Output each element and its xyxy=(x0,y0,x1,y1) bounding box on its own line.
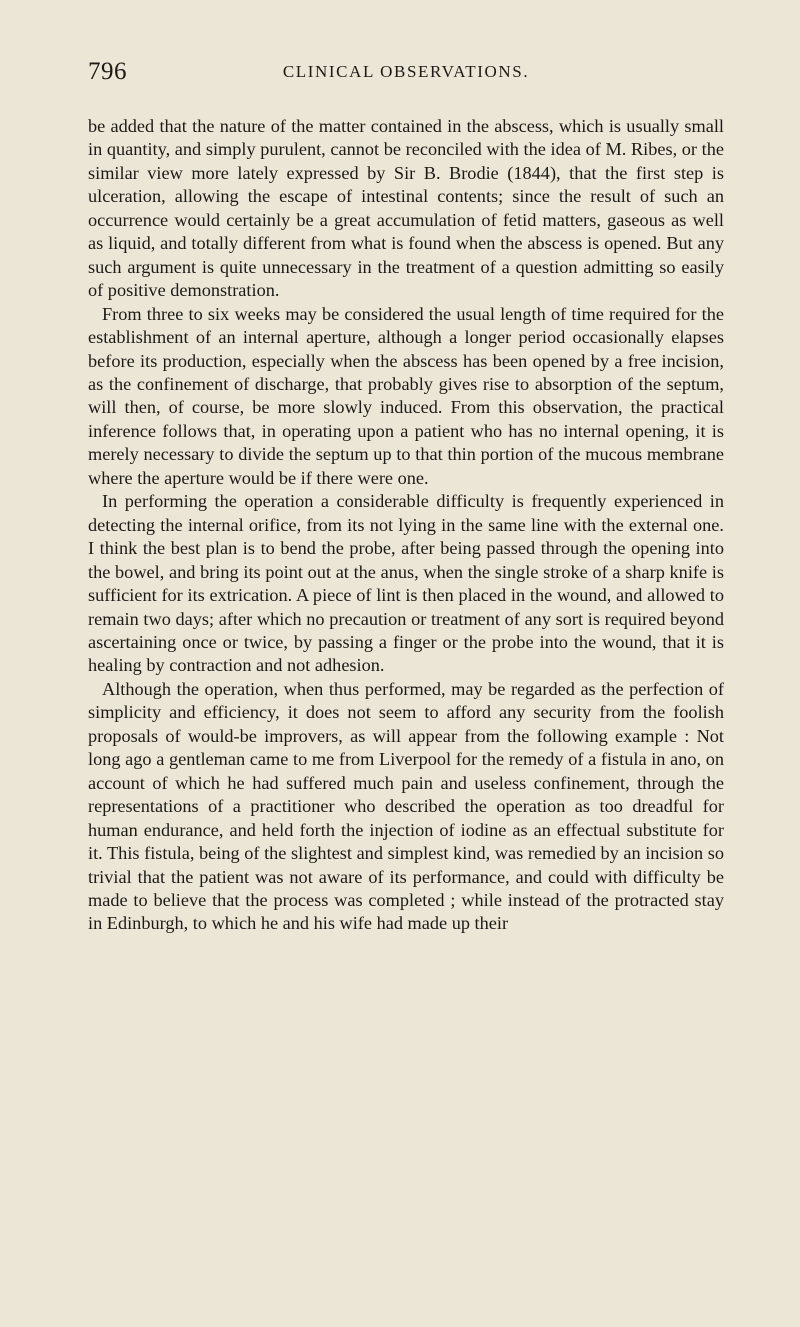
paragraph: In performing the operation a considerable difficulty is frequently experienced in detecting the internal orifice, from its not lying in the same line with the external one. I think the best plan is to bend the probe, after being passed through the opening into the bowel, and bring its point out at the anus, when the single stroke of a sharp knife is sufficient for its extrication. A piece of lint is then placed in the wound, and allowed to remain two days; after which no precaution or treatment of any sort is required beyond ascertaining once or twice, by passing a finger or the probe into the wound, that it is healing by contraction and not adhesion. xyxy=(88,491,724,676)
body-text xyxy=(88,115,724,936)
paragraph: be added that the nature of the matter contained in the abscess, which is usually small in quantity, and simply purulent, cannot be reconciled with the idea of M. Ribes, or the similar view more lately expressed by Sir B. Brodie (1844), that the first step is ulceration, allowing the escape of intestinal contents; since the result of such an occurrence would certainly be a great accumulation of fetid matters, gaseous as well as liquid, and totally different from what is found when the abscess is opened. But any such argument is quite unnecessary in the treatment of a question admitting so easily of positive demonstration. xyxy=(88,116,724,301)
paragraph: From three to six weeks may be considered the usual length of time required for the establishment of an internal aperture, although a longer period occasionally elapses before its production, especially when the abscess has been opened by a free incision, as the confinement of discharge, that probably gives rise to absorption of the septum, will then, of course, be more slowly induced. From this observation, the practical inference follows that, in operating upon a patient who has no internal opening, it is merely necessary to divide the septum up to that thin portion of the mucous membrane where the aperture would be if there were one. xyxy=(88,303,724,488)
paragraph: Although the operation, when thus performed, may be regarded as the perfection of simplicity and efficiency, it does not seem to afford any security from the foolish proposals of would-be improvers, as will appear from the following example : Not long ago a gentleman came to me from Liverpool for the remedy of a fistula in ano, on account of which he had suffered much pain and useless confinement, through the representations of a practitioner who described the operation as too dreadful for human endurance, and held forth the injection of iodine as an effectual substitute for it. This fistula, being of the slightest and simplest kind, was remedied by an incision so trivial that the patient was not aware of its performance, and could with difficulty be made to believe that the process was completed ; while instead of the protracted stay in Edinburgh, to which he and his wife had made up their xyxy=(88,678,724,934)
page-header xyxy=(88,58,724,94)
running-head: CLINICAL OBSERVATIONS. xyxy=(282,62,530,81)
page-number: 796 xyxy=(88,58,127,85)
